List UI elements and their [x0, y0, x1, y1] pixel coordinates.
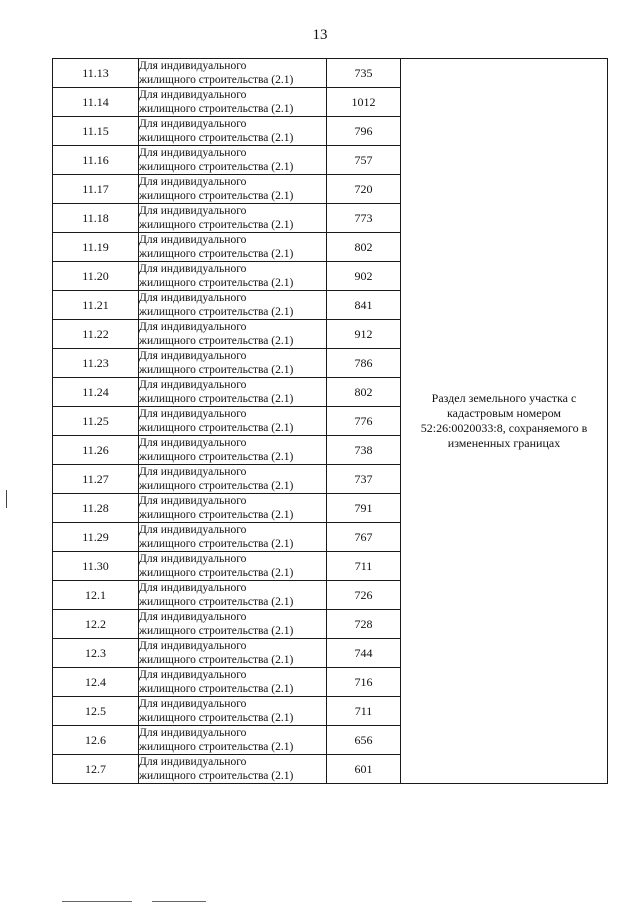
area-cell: 796 [327, 117, 401, 146]
formation-method-line: 52:26:0020033:8, сохраняемого в [420, 421, 588, 435]
permitted-use-cell [139, 581, 327, 610]
permitted-use-line-2: жилищного строительства (2.1) [139, 335, 294, 347]
plot-number-cell: 11.17 [53, 175, 139, 204]
plot-number-cell: 11.27 [53, 465, 139, 494]
plot-number-cell: 12.4 [53, 668, 139, 697]
permitted-use-line-1: Для индивидуального [139, 553, 247, 565]
permitted-use-line-2: жилищного строительства (2.1) [139, 712, 294, 724]
permitted-use-line-1: Для индивидуального [139, 408, 247, 420]
permitted-use-cell [139, 175, 327, 204]
permitted-use-line-1: Для индивидуального [139, 60, 247, 72]
plot-number-cell: 11.21 [53, 291, 139, 320]
permitted-use-cell [139, 726, 327, 755]
permitted-use-line-2: жилищного строительства (2.1) [139, 306, 294, 318]
permitted-use-line-1: Для индивидуального [139, 698, 247, 710]
permitted-use-cell [139, 668, 327, 697]
area-cell: 735 [327, 59, 401, 88]
scan-artifact-line [152, 901, 206, 902]
permitted-use-line-1: Для индивидуального [139, 669, 247, 681]
plot-number-cell: 12.1 [53, 581, 139, 610]
permitted-use-line-2: жилищного строительства (2.1) [139, 393, 294, 405]
area-cell: 711 [327, 697, 401, 726]
table-row [53, 59, 608, 88]
area-cell: 726 [327, 581, 401, 610]
permitted-use-cell [139, 465, 327, 494]
permitted-use-line-1: Для индивидуального [139, 495, 247, 507]
plot-number-cell: 12.5 [53, 697, 139, 726]
area-cell: 786 [327, 349, 401, 378]
area-cell: 720 [327, 175, 401, 204]
plot-number-cell: 11.24 [53, 378, 139, 407]
permitted-use-line-1: Для индивидуального [139, 582, 247, 594]
permitted-use-line-1: Для индивидуального [139, 640, 247, 652]
area-cell: 802 [327, 233, 401, 262]
plot-number-cell: 11.20 [53, 262, 139, 291]
land-plots-table [52, 58, 608, 784]
permitted-use-line-2: жилищного строительства (2.1) [139, 480, 294, 492]
permitted-use-line-2: жилищного строительства (2.1) [139, 741, 294, 753]
permitted-use-cell [139, 59, 327, 88]
permitted-use-cell [139, 262, 327, 291]
permitted-use-cell [139, 291, 327, 320]
permitted-use-cell [139, 610, 327, 639]
plot-number-cell: 11.18 [53, 204, 139, 233]
permitted-use-line-2: жилищного строительства (2.1) [139, 103, 294, 115]
permitted-use-cell [139, 233, 327, 262]
permitted-use-line-1: Для индивидуального [139, 263, 247, 275]
area-cell: 728 [327, 610, 401, 639]
plot-number-cell: 11.14 [53, 88, 139, 117]
permitted-use-line-2: жилищного строительства (2.1) [139, 625, 294, 637]
area-cell: 773 [327, 204, 401, 233]
permitted-use-line-1: Для индивидуального [139, 118, 247, 130]
permitted-use-line-2: жилищного строительства (2.1) [139, 451, 294, 463]
permitted-use-line-2: жилищного строительства (2.1) [139, 190, 294, 202]
plot-number-cell: 12.2 [53, 610, 139, 639]
permitted-use-line-2: жилищного строительства (2.1) [139, 364, 294, 376]
permitted-use-line-2: жилищного строительства (2.1) [139, 538, 294, 550]
formation-method-line: Раздел земельного участка с [431, 391, 577, 405]
permitted-use-line-2: жилищного строительства (2.1) [139, 654, 294, 666]
area-cell: 802 [327, 378, 401, 407]
permitted-use-cell [139, 117, 327, 146]
permitted-use-cell [139, 320, 327, 349]
permitted-use-cell [139, 639, 327, 668]
plot-number-cell: 11.25 [53, 407, 139, 436]
formation-method-line: кадастровым номером [447, 406, 561, 420]
plot-number-cell: 12.6 [53, 726, 139, 755]
area-cell: 776 [327, 407, 401, 436]
permitted-use-cell [139, 552, 327, 581]
permitted-use-line-1: Для индивидуального [139, 756, 247, 768]
permitted-use-cell [139, 88, 327, 117]
plot-number-cell: 11.22 [53, 320, 139, 349]
permitted-use-line-2: жилищного строительства (2.1) [139, 277, 294, 289]
permitted-use-line-1: Для индивидуального [139, 234, 247, 246]
permitted-use-line-1: Для индивидуального [139, 176, 247, 188]
permitted-use-line-2: жилищного строительства (2.1) [139, 770, 294, 782]
area-cell: 656 [327, 726, 401, 755]
permitted-use-cell [139, 146, 327, 175]
permitted-use-line-1: Для индивидуального [139, 379, 247, 391]
formation-method-cell [401, 59, 608, 784]
permitted-use-line-2: жилищного строительства (2.1) [139, 248, 294, 260]
permitted-use-line-2: жилищного строительства (2.1) [139, 132, 294, 144]
plot-number-cell: 11.30 [53, 552, 139, 581]
permitted-use-line-2: жилищного строительства (2.1) [139, 422, 294, 434]
area-cell: 738 [327, 436, 401, 465]
plot-number-cell: 11.16 [53, 146, 139, 175]
page-number: 13 [312, 27, 328, 43]
plot-number-cell: 12.3 [53, 639, 139, 668]
permitted-use-line-2: жилищного строительства (2.1) [139, 596, 294, 608]
permitted-use-cell [139, 204, 327, 233]
formation-method-line: измененных границах [447, 436, 561, 450]
permitted-use-line-2: жилищного строительства (2.1) [139, 74, 294, 86]
permitted-use-line-1: Для индивидуального [139, 147, 247, 159]
plot-number-cell: 11.13 [53, 59, 139, 88]
scan-artifact-line [62, 901, 132, 902]
area-cell: 757 [327, 146, 401, 175]
plot-number-cell: 11.26 [53, 436, 139, 465]
plot-number-cell: 11.15 [53, 117, 139, 146]
permitted-use-cell [139, 755, 327, 784]
permitted-use-cell [139, 378, 327, 407]
area-cell: 791 [327, 494, 401, 523]
permitted-use-cell [139, 349, 327, 378]
table-body [53, 59, 608, 784]
permitted-use-line-1: Для индивидуального [139, 727, 247, 739]
plot-number-cell: 11.29 [53, 523, 139, 552]
permitted-use-line-2: жилищного строительства (2.1) [139, 683, 294, 695]
permitted-use-cell [139, 523, 327, 552]
area-cell: 716 [327, 668, 401, 697]
area-cell: 767 [327, 523, 401, 552]
permitted-use-line-1: Для индивидуального [139, 205, 247, 217]
area-cell: 711 [327, 552, 401, 581]
permitted-use-cell [139, 494, 327, 523]
permitted-use-line-2: жилищного строительства (2.1) [139, 161, 294, 173]
area-cell: 902 [327, 262, 401, 291]
plot-number-cell: 11.19 [53, 233, 139, 262]
permitted-use-line-2: жилищного строительства (2.1) [139, 219, 294, 231]
margin-mark [6, 490, 7, 508]
permitted-use-cell [139, 697, 327, 726]
area-cell: 601 [327, 755, 401, 784]
permitted-use-line-1: Для индивидуального [139, 611, 247, 623]
area-cell: 912 [327, 320, 401, 349]
area-cell: 737 [327, 465, 401, 494]
permitted-use-line-2: жилищного строительства (2.1) [139, 567, 294, 579]
area-cell: 744 [327, 639, 401, 668]
plot-number-cell: 11.23 [53, 349, 139, 378]
permitted-use-line-1: Для индивидуального [139, 466, 247, 478]
permitted-use-line-1: Для индивидуального [139, 437, 247, 449]
permitted-use-cell [139, 436, 327, 465]
permitted-use-line-1: Для индивидуального [139, 89, 247, 101]
area-cell: 1012 [327, 88, 401, 117]
plot-number-cell: 11.28 [53, 494, 139, 523]
permitted-use-line-1: Для индивидуального [139, 350, 247, 362]
permitted-use-cell [139, 407, 327, 436]
permitted-use-line-1: Для индивидуального [139, 321, 247, 333]
plot-number-cell: 12.7 [53, 755, 139, 784]
permitted-use-line-2: жилищного строительства (2.1) [139, 509, 294, 521]
permitted-use-line-1: Для индивидуального [139, 292, 247, 304]
permitted-use-line-1: Для индивидуального [139, 524, 247, 536]
area-cell: 841 [327, 291, 401, 320]
